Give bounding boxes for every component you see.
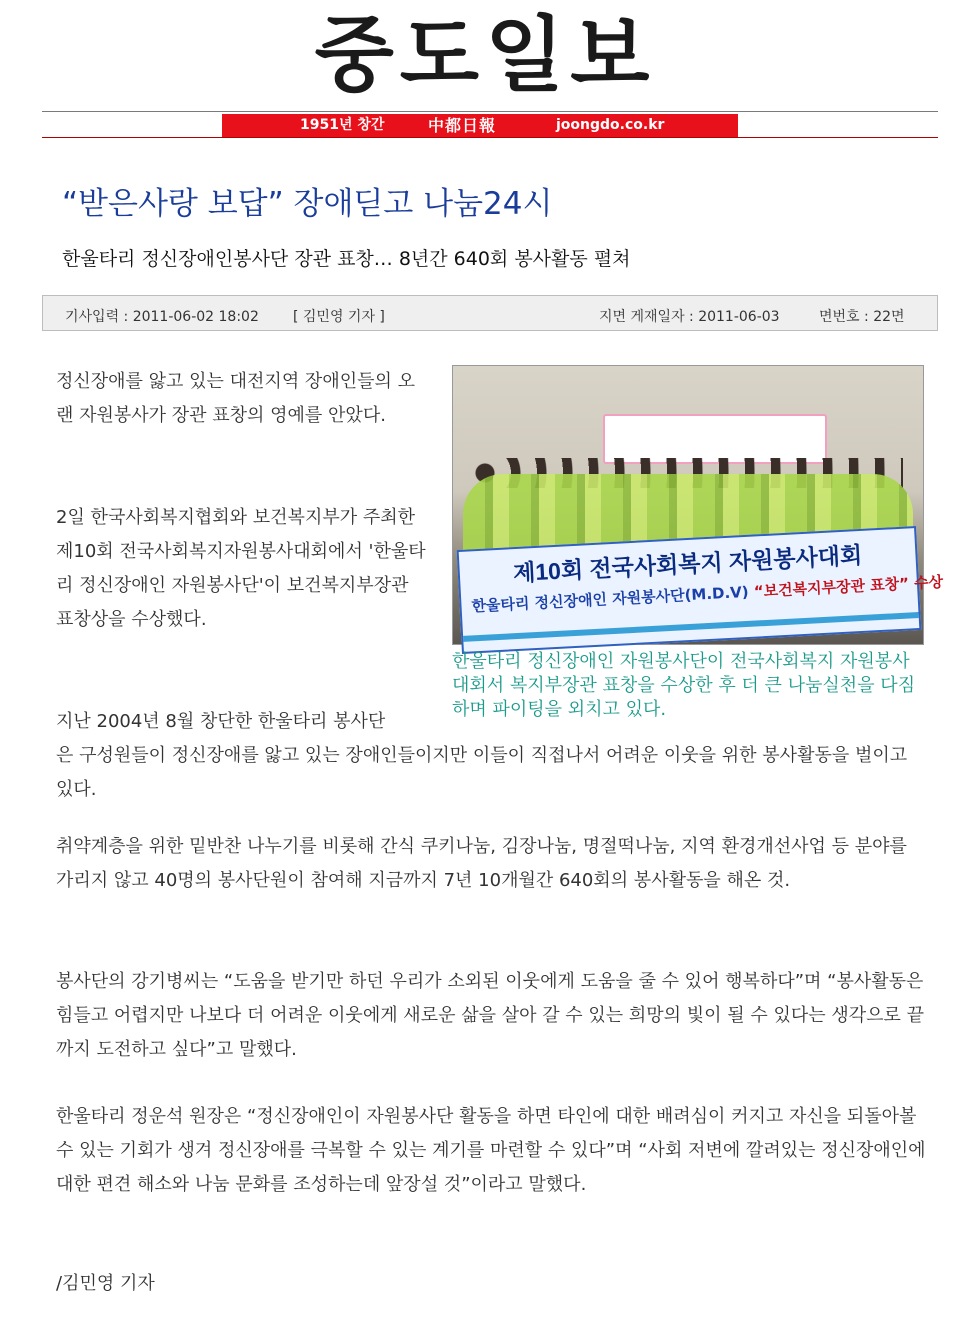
article-page-number: 면번호 : 22면 (819, 309, 905, 325)
article-paragraph: 봉사단의 강기병씨는 “도움을 받기만 하던 우리가 소외된 이웃에게 도움을 줄 수 있어 행복하다”며 “봉사활동은 힘들고 어렵지만 나보다 더 어려운 이웃에게 새로운 삶을 살아 갈 수 있는 희망의 빛이 될 수 있다는 생각으로 끝까지 도전하고 싶다”고 말했다. (56, 971, 925, 1060)
masthead-rule-bottom (42, 137, 938, 138)
article-pub-date: 지면 게재일자 : 2011-06-03 (599, 309, 780, 325)
article-byline: /김민영 기자 (56, 1273, 155, 1294)
site-url[interactable]: joongdo.co.kr (556, 117, 665, 133)
banner-stripe (463, 612, 919, 642)
article-meta-bar (42, 295, 938, 331)
banner-event-title: 제10회 전국사회복지 자원봉사대회 (512, 541, 863, 587)
article-paragraph: 은 구성원들이 정신장애를 앓고 있는 장애인들이지만 이들이 직접나서 어려운 이웃을 위한 봉사활동을 벌이고 있다. (56, 745, 908, 800)
masthead-rule-top (42, 111, 938, 112)
article-author: [ 김민영 기자 ] (293, 309, 385, 325)
hanja-title: 中都日報 (428, 116, 497, 135)
article-paragraph: 한울타리 정운석 원장은 “정신장애인이 자원봉사단 활동을 하면 타인에 대한 배려심이 커지고 자신을 되돌아볼 수 있는 기회가 생겨 정신장애를 극복할 수 있는 계기를 마련할 수 있다”며 “사회 저변에 깔려있는 정신장애인에 대한 편견 해소와 나눔 문화를 조성하는데 앞장설 것”이라고 말했다. (56, 1106, 926, 1195)
article-paragraph: 2일 한국사회복지협회와 보건복지부가 주최한 제10회 전국사회복지자원봉사대회에서 '한울타리 정신장애인 자원봉사단'이 보건복지부장관 표창상을 수상했다. (56, 507, 426, 630)
article-input-date: 기사입력 : 2011-06-02 18:02 (65, 309, 259, 325)
masthead-red-bar (222, 114, 738, 137)
photo-image (452, 365, 944, 645)
photo-caption: 한울타리 정신장애인 자원봉사단이 전국사회복지 자원봉사대회서 복지부장관 표창을 수상한 후 더 큰 나눔실천을 다짐하며 파이팅을 외치고 있다. (452, 651, 916, 720)
article-subhead: 한울타리 정신장애인봉사단 장관 표창… 8년간 640회 봉사활동 펼쳐 (62, 248, 631, 270)
article-paragraph: 정신장애를 앓고 있는 대전지역 장애인들의 오랜 자원봉사가 장관 표창의 영예를 안았다. (56, 371, 415, 426)
article-paragraph: 취약계층을 위한 밑반찬 나누기를 비롯해 간식 쿠키나눔, 김장나눔, 명절떡나눔, 지역 환경개선사업 등 분야를 가리지 않고 40명의 봉사단원이 참여해 지금까지 7년 10개월간 640회의 봉사활동을 해온 것. (56, 836, 907, 891)
founded-year: 1951년 창간 (300, 117, 385, 133)
article-headline: “받은사랑 보답” 장애딛고 나눔24시 (62, 186, 553, 222)
photo-wall-banner (603, 414, 827, 464)
banner-team-name: 한울타리 정신장애인 자원봉사단(M.D.V) (471, 582, 750, 616)
banner-award-name: “보건복지부장관 표창” 수상 (753, 572, 944, 601)
masthead (0, 0, 970, 140)
article-paragraph: 지난 2004년 8월 창단한 한울타리 봉사단 (56, 711, 386, 732)
newspaper-logo: 중도일보 (314, 8, 656, 103)
